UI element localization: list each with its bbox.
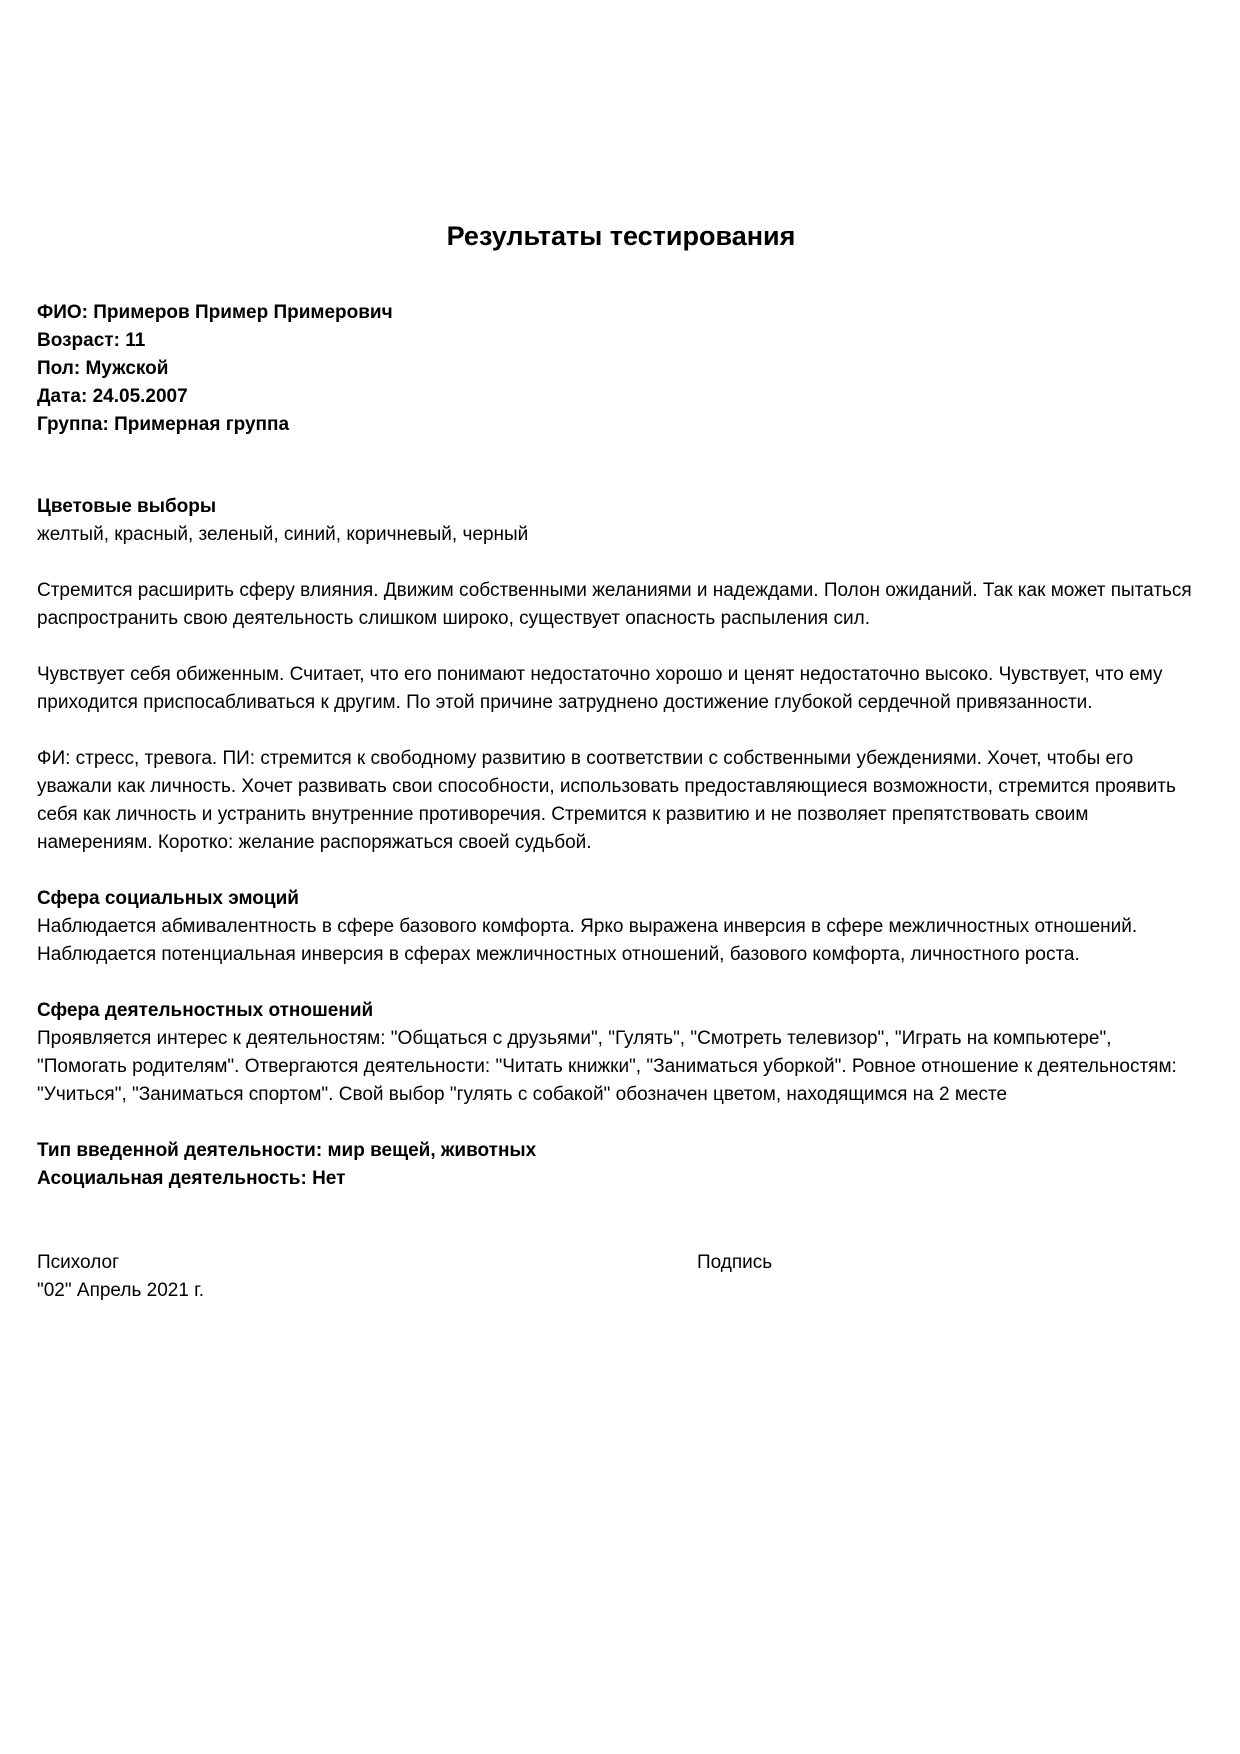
patient-group-value: Примерная группа xyxy=(114,414,290,435)
patient-age-value: 11 xyxy=(125,330,146,351)
patient-gender-value: Мужской xyxy=(85,358,169,379)
asocial-activity-line xyxy=(37,1165,1205,1193)
patient-fio-label: ФИО: xyxy=(37,302,88,323)
patient-fio-value: Примеров Пример Примерович xyxy=(93,302,393,323)
section-heading-activity-relations: Сфера деятельностных отношений xyxy=(37,1000,374,1021)
activity-type-line xyxy=(37,1137,1205,1165)
patient-gender-label: Пол: xyxy=(37,358,81,379)
color-sequence-line: желтый, красный, зеленый, синий, коричневый, черный xyxy=(37,524,529,545)
activity-type-label: Тип введенной деятельности: xyxy=(37,1140,323,1161)
activity-relations-text: Проявляется интерес к деятельностям: "Общаться с друзьями", "Гулять", "Смотреть телевизор", "Играть на компьютере", "Помогать родителям". Отвергаются деятельности: "Читать книжки", "Заниматься уборкой". Ровное отношение к деятельностям: "Учиться", "Заниматься спортом". Свой выбор "гулять с собакой" обозначен цветом, находящимся на 2 месте xyxy=(37,1028,1177,1105)
patient-date-line xyxy=(37,383,1205,411)
patient-info-block xyxy=(37,299,1205,439)
patient-date-value: 24.05.2007 xyxy=(92,386,188,407)
report-title: Результаты тестирования xyxy=(446,221,796,251)
social-emotions-text: Наблюдается абмивалентность в сфере базового комфорта. Ярко выражена инверсия в сфере межличностных отношений. Наблюдается потенциальная инверсия в сферах межличностных отношений, базового комфорта, личностного роста. xyxy=(37,916,1138,965)
paragraph-fi-pi: ФИ: стресс, тревога. ПИ: стремится к свободному развитию в соответствии с собственными убеждениями. Хочет, чтобы его уважали как личность. Хочет развивать свои способности, использовать предоставляющиеся возможности, стремится проявить себя как личность и устранить внутренние противоречия. Стремится к развитию и не позволяет препятствовать своим намерениям. Коротко: желание распоряжаться своей судьбой. xyxy=(37,748,1176,853)
section-heading-social-emotions: Сфера социальных эмоций xyxy=(37,888,299,909)
patient-gender-line xyxy=(37,355,1205,383)
summary-block xyxy=(37,1137,1205,1193)
activity-type-value: мир вещей, животных xyxy=(327,1140,537,1161)
patient-group-line xyxy=(37,411,1205,439)
asocial-activity-label: Асоциальная деятельность: xyxy=(37,1168,307,1189)
psychologist-label: Психолог xyxy=(37,1252,120,1273)
patient-date-label: Дата: xyxy=(37,386,88,407)
footer-row xyxy=(37,1249,1205,1277)
paragraph-offended: Чувствует себя обиженным. Считает, что его понимают недостаточно хорошо и ценят недостаточно высоко. Чувствует, что ему приходится приспосабливаться к другим. По этой причине затруднено достижение глубокой сердечной привязанности. xyxy=(37,664,1163,713)
signature-label: Подпись xyxy=(697,1252,773,1273)
asocial-activity-value: Нет xyxy=(312,1168,346,1189)
patient-age-line xyxy=(37,327,1205,355)
section-heading-color-choices: Цветовые выборы xyxy=(37,496,217,517)
paragraph-influence: Стремится расширить сферу влияния. Движим собственными желаниями и надеждами. Полон ожиданий. Так как может пытаться распространить свою деятельность слишком широко, существует опасность распыления сил. xyxy=(37,580,1192,629)
patient-age-label: Возраст: xyxy=(37,330,120,351)
patient-fio-line xyxy=(37,299,1205,327)
report-date-line: "02" Апрель 2021 г. xyxy=(37,1280,205,1301)
patient-group-label: Группа: xyxy=(37,414,109,435)
